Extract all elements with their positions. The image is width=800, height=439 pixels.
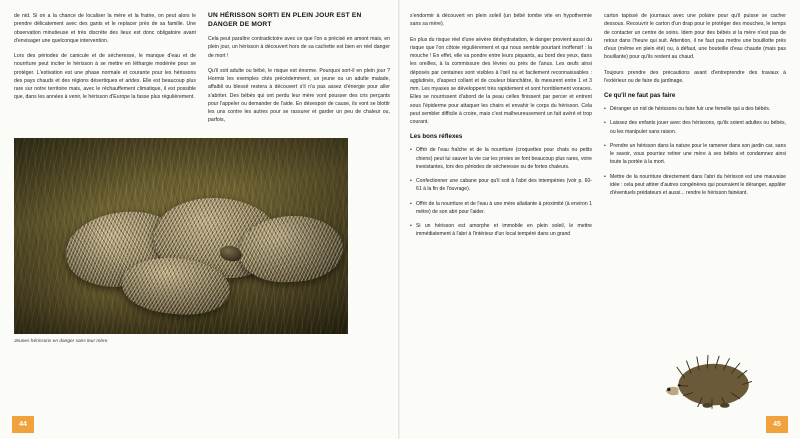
photo-vignette bbox=[14, 138, 348, 334]
hedgehog-illustration bbox=[664, 349, 760, 409]
right-page bbox=[400, 0, 800, 439]
list-item: • Offrir de l'eau fraîche et de la nourriture (croquettes pour chats ou petits chiens) peut lui sauver la vie car les proies se font beaucoup plus rares, voire inexistantes, lors des périodes de sécheresse ou de fortes chaleurs. bbox=[410, 146, 592, 171]
paragraph: carton tapissé de journaux avec une polaire pour qu'il puisse se cacher dessous. Recouvrir le carton d'un drap pour le protéger des mouches, le temps de contacter un centre de soins. Idem pour des bébés si la mère n'est pas de retour dans l'heure qui suit. Attention, il ne faut pas mettre une bouillotte près d'eux (même en plein été) ou, à défaut, une bouteille d'eau chaude (mais pas bouillante) pour qu'ils restent au chaud. bbox=[604, 13, 786, 61]
list-item: • Prendre un hérisson dans la nature pour le ramener dans son jardin car, sans le savoir, vous pourriez retirer une mère à ses bébés et condamnez ainsi toute la portée à la mort. bbox=[604, 142, 786, 167]
paragraph: Cela peut paraître contradictoire avec ce que l'on a précisé en amont mais, en plein jour, un hérisson à découvert hors de sa cachette est bien en réel danger de mort ! bbox=[208, 36, 390, 59]
good-reflexes-list bbox=[410, 146, 592, 238]
list-item: • Si un hérisson est amorphe et immobile en plein soleil, le mettre immédiatement à l'abri à l'intérieur d'un local tempéré dans un grand bbox=[410, 222, 592, 239]
paragraph: Qu'il soit adulte ou bébé, le risque est énorme. Pourquoi sort-il en plein jour ? Hormis les exemples cités précédemment, un jeune ou un adulte malade, affaibli ou blessé restera à découvert s'il n'a pas assez d'énergie pour aller s'abriter. Des bébés qui ont perdu leur mère vont pousser des cris perçants pour l'appeler ou demander de l'aide. En désespoir de cause, ils vont se blottir les uns contre les autres pour se rassurer et garder un peu de chaleur ou, parfois, bbox=[208, 67, 390, 124]
right-page-columns bbox=[410, 12, 786, 245]
right-column-2 bbox=[604, 12, 786, 245]
right-column-1 bbox=[410, 12, 592, 245]
left-column-1 bbox=[14, 12, 196, 132]
list-item: • Offrir de la nourriture et de l'eau à une mère allaitante à proximité (à environ 1 mètre) de son abri pour l'aider. bbox=[410, 200, 592, 217]
paragraph: de nid. Si on a la chance de localiser la mère et la fratrie, on peut alors le prendre délicatement avec des gants et le replacer près de sa famille. Une observation minutieuse et très discrète des lieux est donc obligatoire avant d'envisager une quelconque intervention. bbox=[14, 13, 196, 44]
list-item: • Déranger un nid de hérissons ou faire fuir une femelle qui a des bébés. bbox=[604, 105, 786, 113]
paragraph: Lors des périodes de canicule et de sécheresse, le manque d'eau et de nourriture peut inciter le hérisson à se mettre en léthargie modérée pour se protéger. L'estivation est une phase normale et courante pour les hérissons des pays chauds et des régions désertiques et arides. Elle est beaucoup plus rare sur notre territoire mais, avec le réchauffement climatique, il est possible que, dans les années à venir, le hérisson d'Europe la fasse plus régulièrement. bbox=[14, 53, 196, 101]
page-number-right: 45 bbox=[766, 416, 788, 433]
list-item: • Confectionner une cabane pour qu'il soit à l'abri des intempéries (voir p. 60-61 à la fin de l'ouvrage). bbox=[410, 177, 592, 194]
paragraph: Toujours prendre des précautions avant d'entreprendre des travaux à l'extérieur ou de faire du jardinage. bbox=[604, 69, 786, 84]
paragraph: s'endormir à découvert en plein soleil (un bébé tombe vite en hypothermie sans sa mère). bbox=[410, 13, 592, 28]
page-number-left: 44 bbox=[12, 416, 34, 433]
left-page-columns bbox=[14, 12, 390, 132]
list-item: • Laissez des enfants jouer avec des hérissons, qu'ils soient adultes ou bébés, ou les manipuler sans raison. bbox=[604, 119, 786, 136]
hedgehog-photo bbox=[14, 138, 348, 334]
subsection-heading-do-not-do: Ce qu'il ne faut pas faire bbox=[604, 92, 676, 99]
subsection-heading-good-reflexes: Les bons réflexes bbox=[410, 133, 463, 141]
list-item: • Mettre de la nourriture directement dans l'abri du hérisson est une mauvaise idée : cela peut attirer d'autres congénères qui pourraient le déranger, appâter d'éventuels prédateurs et aussi... rendre le hérisson fainéant. bbox=[604, 173, 786, 198]
left-column-2 bbox=[208, 12, 390, 132]
paragraph: En plus du risque réel d'une sévère déshydratation, le danger provient aussi du risque que l'on côtoie régulièrement et qui nous semble pourtant inoffensif : la mouche ! En effet, elle va pondre entre leurs piquants, au bord des yeux, dans les oreilles, à la commissure des lèvres ou près de l'anus. Les œufs ainsi déposés par centaines sont visibles à l'œil nu et facilement reconnaissables : agglutinés, d'aspect collant et de couleur blanchâtre, ils mesurent entre 1 et 3 mm. Les myases se développent très rapidement et sont horriblement voraces. Elles se nourrissent d'abord de la peau celles finissent par percer et entrent sous l'épiderme pour attaquer les chairs et envahir le corps du hérisson. Cela peut sembler difficile à croire, mais c'est malheureusement un fait avéré et trop courant. bbox=[410, 36, 592, 125]
do-not-do-list bbox=[604, 105, 786, 197]
photo-caption: Jeunes hérissons en danger sans leur mère. bbox=[14, 338, 109, 344]
section-heading: UN HÉRISSON SORTI EN PLEIN JOUR EST EN DANGER DE MORT bbox=[208, 12, 362, 28]
